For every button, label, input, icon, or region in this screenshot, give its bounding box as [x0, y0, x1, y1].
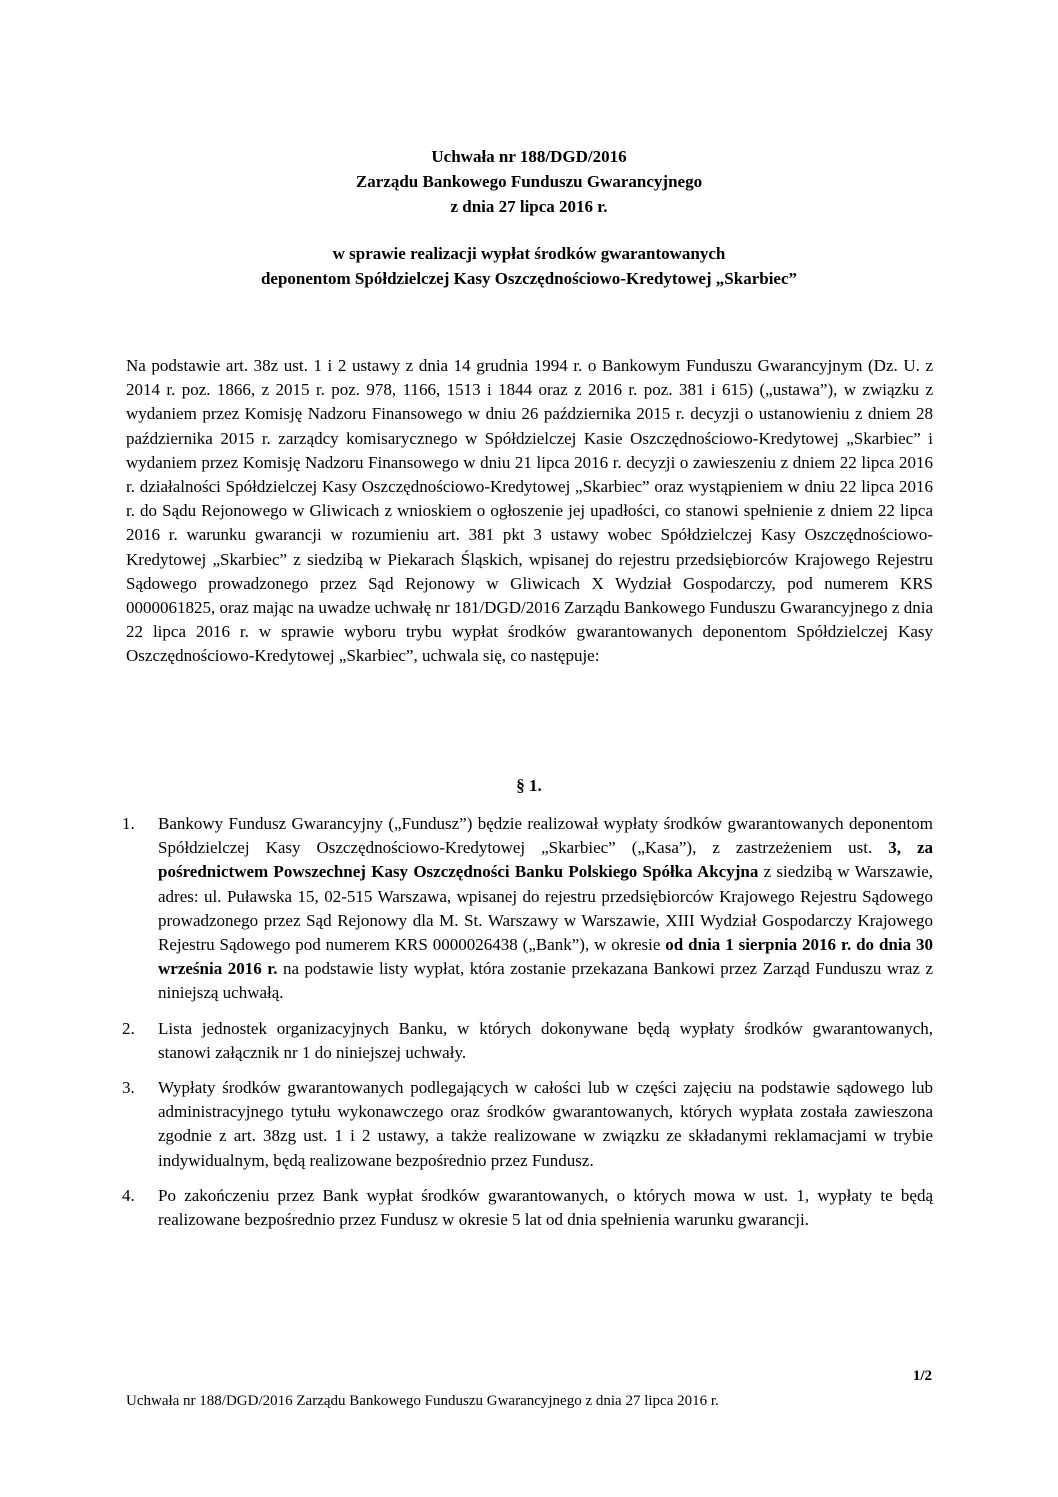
- item-text: z siedzibą w Warszawie, adres: ul. Puławska 15, 02-515 Warszawa, wpisanej do rejestru przedsiębiorców Krajowego Rejestru Sądowego prowadzonego przez Sąd Rejonowy dla M. St. Warszawy w Warszawie, XIII Wydział Gospodarczy Krajowego Rejestru Sądowego pod numerem KRS 0000026438 („Bank”), w okresie: [158, 862, 933, 955]
- item-text: Po zakończeniu przez Bank wypłat środków gwarantowanych, o których mowa w ust. 1, wypłaty te będą realizowane bezpośrednio przez Fundusz w okresie 5 lat od dnia spełnienia warunku gwarancji.: [158, 1185, 933, 1230]
- list-item: [122, 1076, 933, 1173]
- subject-line-1: w sprawie realizacji wypłat środków gwarantowanych: [332, 244, 726, 263]
- item-number: 1.: [122, 814, 135, 833]
- list-item: [122, 1017, 933, 1065]
- list-item: [122, 1184, 933, 1232]
- resolution-subject: [0, 241, 1058, 291]
- item-bold-text: 3, za pośrednictwem Powszechnej Kasy Oszczędności Banku Polskiego Spółka Akcyjna: [158, 838, 933, 882]
- item-number: 3.: [122, 1078, 135, 1098]
- item-bold-period: od dnia 1 sierpnia 2016 r. do dnia 30 września 2016 r.: [158, 935, 933, 979]
- item-text: Bankowy Fundusz Gwarancyjny („Fundusz”) będzie realizował wypłaty środków gwarantowanych deponentom Spółdzielczej Kasy Oszczędnościowo-Kredytowej „Skarbiec” („Kasa”), z zastrzeżeniem ust.: [158, 814, 933, 858]
- item-text: Lista jednostek organizacyjnych Banku, w których dokonywane będą wypłaty środków gwarantowanych, stanowi załącznik nr 1 do niniejszej uchwały.: [158, 1018, 933, 1062]
- item-number: 2.: [122, 1018, 135, 1038]
- provisions-list: [122, 812, 933, 1243]
- resolution-date: z dnia 27 lipca 2016 r.: [450, 197, 608, 216]
- resolution-number: Uchwała nr 188/DGD/2016: [431, 147, 627, 166]
- issuing-body: Zarządu Bankowego Funduszu Gwarancyjnego: [355, 172, 703, 191]
- subject-line-2: deponentom Spółdzielczej Kasy Oszczędnościowo-Kredytowej „Skarbiec”: [260, 269, 798, 288]
- section-heading: § 1.: [516, 776, 542, 795]
- item-text: Wypłaty środków gwarantowanych podlegających w całości lub w części zajęciu na podstawie sądowego lub administracyjnego tytułu wykonawczego oraz środków gwarantowanych, których wypłata została zawieszona zgodnie z art. 38zg ust. 1 i 2 ustawy, a także realizowane w związku ze składanymi reklamacjami w trybie indywidualnym, będą realizowane bezpośrednio przez Fundusz.: [158, 1078, 933, 1170]
- list-item: [122, 812, 933, 1006]
- item-number: 4.: [122, 1185, 135, 1205]
- preamble-paragraph: Na podstawie art. 38z ust. 1 i 2 ustawy z dnia 14 grudnia 1994 r. o Bankowym Funduszu Gwarancyjnym (Dz. U. z 2014 r. poz. 1866, z 2015 r. poz. 978, 1166, 1513 i 1844 oraz z 2016 r. poz. 381 i 615) („ustawa”), w związku z wydaniem przez Komisję Nadzoru Finansowego w dniu 26 października 2015 r. decyzji o ustanowieniu z dniem 28 października 2015 r. zarządcy komisarycznego w Spółdzielczej Kasie Oszczędnościowo-Kredytowej „Skarbiec” i wydaniem przez Komisję Nadzoru Finansowego w dniu 21 lipca 2016 r. decyzji o zawieszeniu z dniem 22 lipca 2016 r. działalności Spółdzielczej Kasy Oszczędnościowo-Kredytowej „Skarbiec” oraz wystąpieniem w dniu 22 lipca 2016 r. do Sądu Rejonowego w Gliwicach z wnioskiem o ogłoszenie jej upadłości, co stanowi spełnienie z dniem 22 lipca 2016 r. warunku gwarancji w rozumieniu art. 381 pkt 3 ustawy wobec Spółdzielczej Kasy Oszczędnościowo-Kredytowej „Skarbiec” z siedzibą w Piekarach Śląskich, wpisanej do rejestru przedsiębiorców Krajowego Rejestru Sądowego prowadzonego przez Sąd Rejonowy w Gliwicach X Wydział Gospodarczy, pod numerem KRS 0000061825, oraz mając na uwadze uchwałę nr 181/DGD/2016 Zarządu Bankowego Funduszu Gwarancyjnego z dnia 22 lipca 2016 r. w sprawie wyboru trybu wypłat środków gwarantowanych deponentom Spółdzielczej Kasy Oszczędnościowo-Kredytowej „Skarbiec”, uchwala się, co następuje:: [126, 356, 933, 666]
- resolution-header: [0, 144, 1058, 219]
- item-text: na podstawie listy wypłat, która zostanie przekazana Bankowi przez Zarząd Funduszu wraz z niniejszą uchwałą.: [158, 959, 933, 1003]
- page-footer: Uchwała nr 188/DGD/2016 Zarządu Bankowego Funduszu Gwarancyjnego z dnia 27 lipca 2016 r.: [126, 1393, 719, 1409]
- page-number: 1/2: [912, 1368, 932, 1384]
